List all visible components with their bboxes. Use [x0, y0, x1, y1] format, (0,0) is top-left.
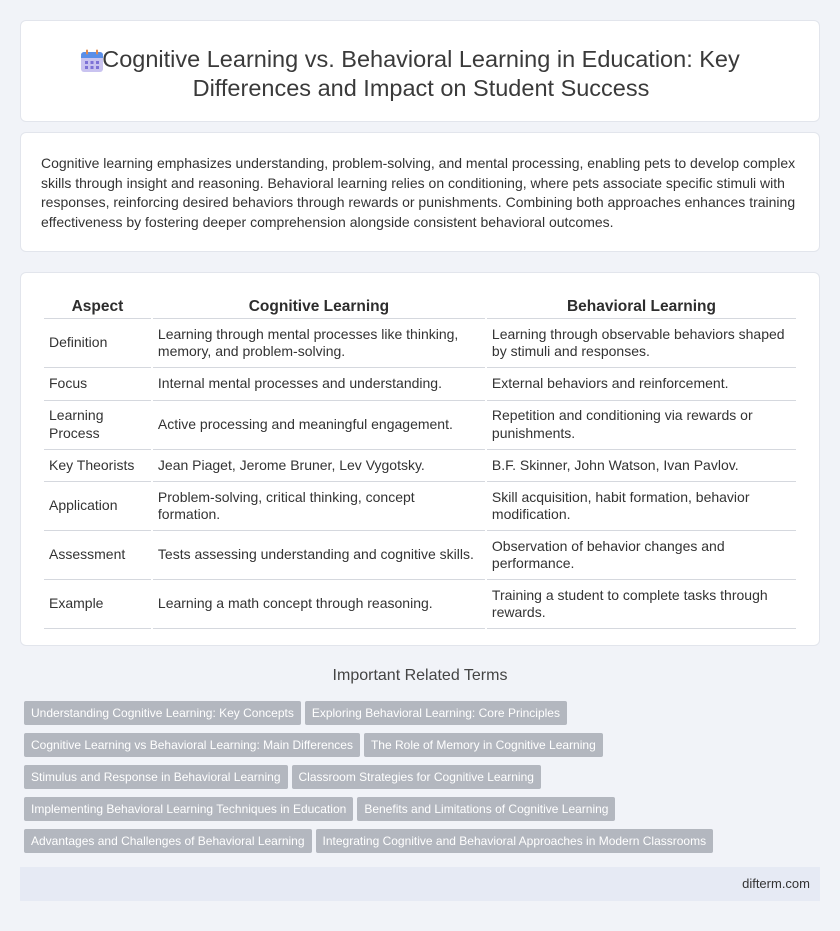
table-header-cognitive: Cognitive Learning [153, 295, 485, 319]
table-cell: Key Theorists [44, 450, 151, 483]
table-row [44, 580, 796, 629]
related-term-link[interactable]: Classroom Strategies for Cognitive Learning [292, 765, 541, 789]
related-terms-row [24, 765, 545, 789]
table-header-behavioral: Behavioral Learning [487, 295, 796, 319]
intro-paragraph: Cognitive learning emphasizes understanding, problem-solving, and mental processing, enabling pets to develop complex skills through insight and reasoning. Behavioral learning relies on conditioning, where pets associate specific stimuli with responses, reinforcing desired behaviors through rewards or punishments. Combining both approaches enhances training effectiveness by fostering deeper comprehension alongside consistent behavioral outcomes. [41, 155, 796, 230]
table-row [44, 401, 796, 450]
related-term-link[interactable]: Implementing Behavioral Learning Techniques in Education [24, 797, 353, 821]
table-header-aspect: Aspect [44, 295, 151, 319]
table-row [44, 368, 796, 401]
related-terms-row [24, 829, 717, 853]
table-cell: Application [44, 482, 151, 531]
related-term-link[interactable]: Advantages and Challenges of Behavioral Learning [24, 829, 312, 853]
table-cell: Active processing and meaningful engagement. [153, 401, 485, 450]
related-terms-title: Important Related Terms [332, 667, 508, 684]
table-cell: Learning a math concept through reasoning. [153, 580, 485, 629]
related-terms-row [24, 733, 607, 757]
intro-card [20, 132, 820, 252]
related-term-link[interactable]: Benefits and Limitations of Cognitive Learning [357, 797, 615, 821]
table-cell: Focus [44, 368, 151, 401]
table-cell: Assessment [44, 531, 151, 580]
table-cell: Repetition and conditioning via rewards or punishments. [487, 401, 796, 450]
table-cell: Problem-solving, critical thinking, concept formation. [153, 482, 485, 531]
table-cell: Learning Process [44, 401, 151, 450]
page-title: Cognitive Learning vs. Behavioral Learning in Education: Key Differences and Impact on Student Success [102, 46, 740, 101]
table-cell: Skill acquisition, habit formation, behavior modification. [487, 482, 796, 531]
table-cell: B.F. Skinner, John Watson, Ivan Pavlov. [487, 450, 796, 483]
table-cell: Learning through mental processes like thinking, memory, and problem-solving. [153, 319, 485, 368]
footer [20, 867, 820, 901]
table-row [44, 531, 796, 580]
related-term-link[interactable]: Stimulus and Response in Behavioral Learning [24, 765, 288, 789]
related-term-link[interactable]: Cognitive Learning vs Behavioral Learning: Main Differences [24, 733, 360, 757]
related-terms-row [24, 797, 619, 821]
table-cell: Training a student to complete tasks through rewards. [487, 580, 796, 629]
table-cell: Definition [44, 319, 151, 368]
table-cell: Example [44, 580, 151, 629]
table-row [44, 482, 796, 531]
footer-site-link[interactable]: difterm.com [742, 876, 810, 891]
table-cell: Tests assessing understanding and cognitive skills. [153, 531, 485, 580]
related-term-link[interactable]: Exploring Behavioral Learning: Core Principles [305, 701, 567, 725]
table-cell: Internal mental processes and understanding. [153, 368, 485, 401]
table-cell: Learning through observable behaviors shaped by stimuli and responses. [487, 319, 796, 368]
comparison-table [42, 295, 798, 629]
comparison-table-card [20, 272, 820, 646]
table-cell: Observation of behavior changes and performance. [487, 531, 796, 580]
related-terms-row [24, 701, 571, 725]
related-term-link[interactable]: Understanding Cognitive Learning: Key Concepts [24, 701, 301, 725]
table-cell: External behaviors and reinforcement. [487, 368, 796, 401]
related-term-link[interactable]: Integrating Cognitive and Behavioral Approaches in Modern Classrooms [316, 829, 714, 853]
related-term-link[interactable]: The Role of Memory in Cognitive Learning [364, 733, 603, 757]
header-card [20, 20, 820, 122]
table-row [44, 319, 796, 368]
table-row [44, 450, 796, 483]
table-cell: Jean Piaget, Jerome Bruner, Lev Vygotsky. [153, 450, 485, 483]
